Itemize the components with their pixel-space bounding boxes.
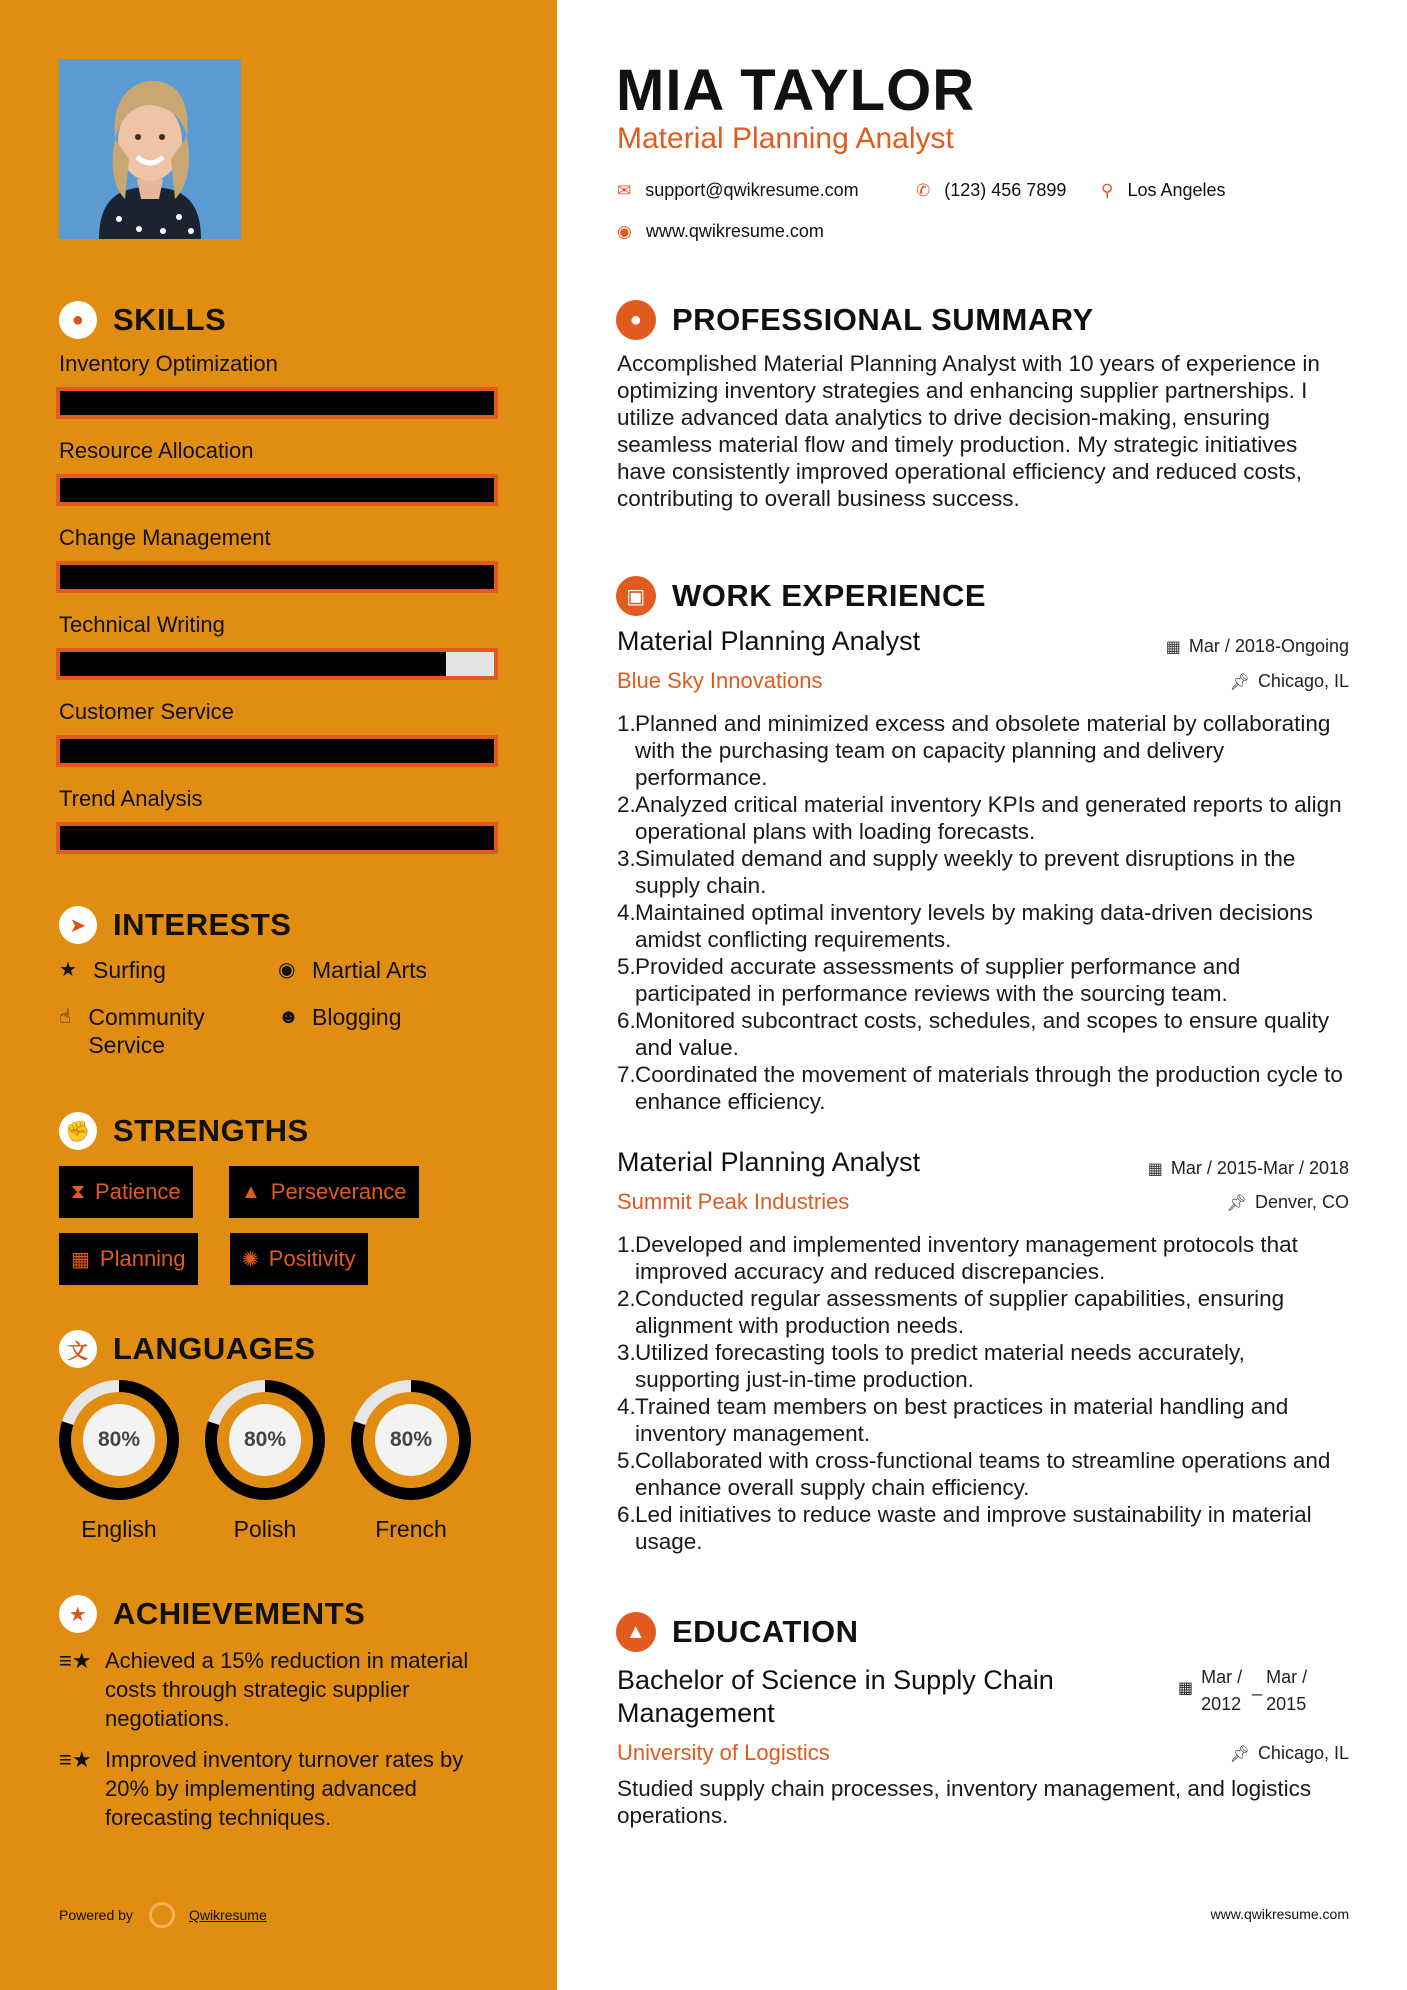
skill-bar [56,648,498,680]
calendar-icon: ▦ [1165,638,1181,656]
language-name: French [375,1516,447,1542]
road-icon: ▲ [241,1180,261,1203]
paper-plane-icon: ➤ [59,906,97,944]
job-company: Summit Peak Industries [617,1189,850,1214]
skills-heading: ● SKILLS [59,301,226,339]
summary-text: Accomplished Material Planning Analyst with 10 years of experience in optimizing inventory strategies and enhancing supplier partnerships. I utilize advanced data analytics to drive decision-making, ensuring seamless material flow and timely production. My strategic initiatives have consistently improved operational efficiency and reduced costs, contributing to overall business success. [617,351,1320,511]
interest-item: ☻ Blogging [278,1004,402,1030]
globe-icon: ◉ [278,959,296,981]
footer-url[interactable]: www.qwikresume.com [1210,1906,1349,1922]
interest-item: ◉ Martial Arts [278,957,428,983]
skill-bar [56,561,498,593]
experience-heading: ▣ WORK EXPERIENCE [616,576,986,616]
strengths-heading: ✊ STRENGTHS [59,1112,309,1150]
language-percent: 80% [389,1428,433,1451]
language-item [349,1378,473,1543]
duty-item: 5. Provided accurate assessments of supplier performance and participated in performance reviews with the sourcing team. [617,954,1241,1006]
language-item [57,1378,181,1543]
map-pin-icon: ⚲ [1101,180,1114,200]
language-item [203,1378,327,1543]
skill-label: Resource Allocation [59,438,254,463]
globe-icon: ◉ [617,221,632,241]
calendar-icon: ▦ [1147,1160,1163,1178]
job-dates: ▦ Mar / 2015-Mar / 2018 [1147,1158,1349,1178]
language-name: English [81,1516,157,1542]
profile-photo [59,59,241,239]
job-location: 📌︎ Denver, CO [1226,1192,1349,1212]
user-icon: ● [616,300,656,340]
graduation-cap-icon: ▲ [616,1612,656,1652]
skill-bar-fill [60,739,494,763]
job-title: Material Planning Analyst [617,626,921,656]
skill-bar [56,474,498,506]
duty-item: 7. Coordinated the movement of materials through the production cycle to enhance efficiency. [617,1062,1343,1114]
contact-website[interactable]: ◉ www.qwikresume.com [617,221,824,241]
hourglass-icon: ⧗ [71,1180,86,1203]
candidate-name: MIA TAYLOR [616,58,976,123]
sidebar [0,0,557,1990]
fist-icon: ✊ [59,1112,97,1150]
pin-icon: 📌︎ [1229,673,1250,691]
skill-bar [56,387,498,419]
skill-bar-fill [60,652,446,676]
phone-icon: ✆ [916,180,931,200]
languages-heading: 文 LANGUAGES [59,1330,316,1368]
interests-heading: ➤ INTERESTS [59,906,291,944]
envelope-icon: ✉ [617,180,632,200]
language-name: Polish [233,1516,297,1542]
job-dates: ▦ Mar / 2018-Ongoing [1165,636,1349,656]
skill-label: Trend Analysis [59,786,203,811]
education-school: University of Logistics [617,1740,830,1765]
duty-item: 4. Trained team members on best practices in material handling and inventory management. [617,1394,1289,1446]
education-description: Studied supply chain processes, inventory management, and logistics operations. [617,1776,1312,1828]
star-icon: ≡★ [59,1747,92,1772]
job-location: 📌︎ Chicago, IL [1229,671,1349,691]
duty-item: 2. Conducted regular assessments of supplier capabilities, ensuring alignment with production needs. [617,1286,1285,1338]
duty-item: 2. Analyzed critical material inventory KPIs and generated reports to align operational plans with loading forecasts. [617,792,1342,844]
sun-icon: ✺ [242,1248,259,1271]
briefcase-icon: ▣ [616,576,656,616]
skill-label: Inventory Optimization [59,351,278,376]
star-icon: ≡★ [59,1648,92,1673]
language-icon: 文 [59,1330,97,1368]
duty-item: 1. Planned and minimized excess and obsolete material by collaborating with the purchasing team on capacity planning and delivery performance. [617,711,1331,790]
skill-label: Technical Writing [59,612,225,637]
skill-bar [56,822,498,854]
pin-icon: 📌︎ [1226,1194,1247,1212]
job-company: Blue Sky Innovations [617,668,823,693]
users-icon: ☻ [278,1006,300,1028]
achievement-item: ≡★ Achieved a 15% reduction in material costs through strategic supplier negotiations. [59,1648,469,1731]
pin-icon: 📌︎ [1229,1745,1250,1763]
achievements-heading: ★ ACHIEVEMENTS [59,1595,365,1633]
interest-item: ☝ Community Service [59,1004,205,1058]
duty-item: 6. Monitored subcontract costs, schedules, and scopes to ensure quality and value. [617,1008,1330,1060]
duty-item: 3. Simulated demand and supply weekly to prevent disruptions in the supply chain. [617,846,1296,898]
contact-phone: ✆ (123) 456 7899 [916,180,1067,200]
strength-tag: ⧗ Patience [59,1166,193,1218]
skill-bar [56,735,498,767]
summary-heading: ● PROFESSIONAL SUMMARY [616,300,1094,340]
duty-item: 1. Developed and implemented inventory management protocols that improved accuracy and reduced discrepancies. [617,1232,1298,1284]
qwikresume-link[interactable]: Qwikresume [188,1907,267,1923]
job-title: Material Planning Analyst [617,1147,921,1177]
job-duties [617,1231,1352,1555]
star-icon: ★ [59,959,77,981]
strength-tag: ▲ Perseverance [229,1166,419,1218]
hand-icon: ☝ [59,1006,72,1028]
duty-item: 4. Maintained optimal inventory levels by making data-driven decisions amidst conflicting requirements. [617,900,1313,952]
contact-email[interactable]: ✉ support@qwikresume.com [617,180,859,200]
award-icon: ★ [59,1595,97,1633]
strength-tag: ▦ Planning [59,1233,198,1285]
skill-bar-fill [60,826,494,850]
powered-by: Powered by Qwikresume [59,1902,267,1928]
calendar-icon: ▦ [71,1248,90,1271]
skill-label: Customer Service [59,699,234,724]
skill-bar-fill [60,565,494,589]
calendar-icon: ▦ [1178,1680,1194,1697]
candidate-title: Material Planning Analyst [617,122,954,155]
interest-item: ★ Surfing [59,957,166,983]
duty-item: 5. Collaborated with cross-functional teams to streamline operations and enhance overall supply chain efficiency. [617,1448,1331,1500]
language-percent: 80% [243,1428,287,1451]
achievement-item: ≡★ Improved inventory turnover rates by 20% by implementing advanced forecasting techniques. [59,1747,464,1830]
skill-bar-fill [60,391,494,415]
skill-label: Change Management [59,525,271,550]
duty-item: 3. Utilized forecasting tools to predict material needs accurately, supporting just-in-time production. [617,1340,1245,1392]
education-heading: ▲ EDUCATION [616,1612,858,1652]
education-location: 📌︎ Chicago, IL [1229,1743,1349,1763]
language-percent: 80% [97,1428,141,1451]
qwikresume-logo-icon [149,1902,175,1928]
duty-item: 6. Led initiatives to reduce waste and improve sustainability in material usage. [617,1502,1312,1554]
job-duties [617,710,1352,1115]
lightbulb-icon: ● [59,301,97,339]
contact-location: ⚲ Los Angeles [1101,180,1226,200]
skill-bar-fill [60,478,494,502]
education-dates: ▦ Mar / 2012 _ Mar / 2015 [1178,1667,1308,1714]
education-degree: Bachelor of Science in Supply Chain Management [617,1665,1054,1728]
strength-tag: ✺ Positivity [230,1233,368,1285]
